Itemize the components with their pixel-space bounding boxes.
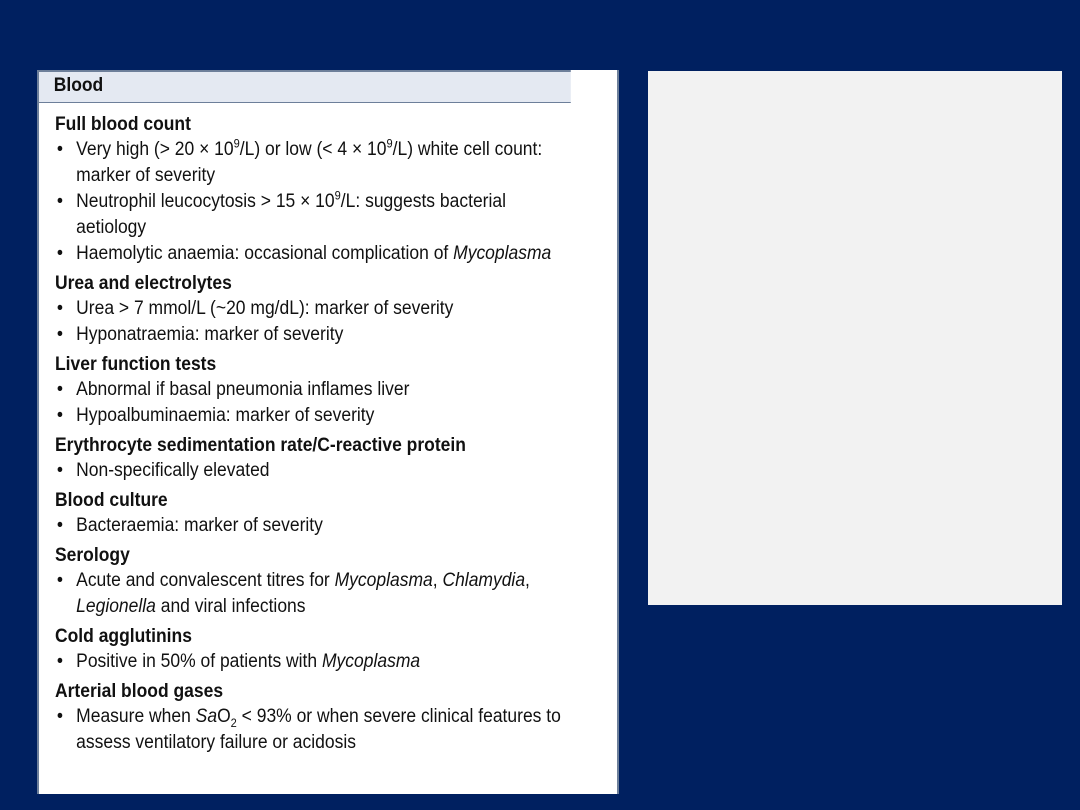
bullet-text: Mycoplasma	[334, 570, 433, 591]
bullet-item	[55, 322, 578, 348]
bullet-text: Very high (> 20 × 10	[76, 139, 234, 160]
bullet-text: Neutrophil leucocytosis > 15 × 10	[76, 191, 335, 212]
bullet-dot-icon: •	[56, 139, 63, 160]
bullet-text: ,	[432, 570, 443, 591]
bullet-item	[55, 458, 578, 484]
bullet-text: Chlamydia	[442, 570, 526, 591]
bullet-text: 9	[233, 136, 240, 151]
empty-placeholder-box	[648, 71, 1062, 605]
bullet-text: ,	[525, 570, 530, 591]
table-body	[39, 103, 617, 756]
bullet-text: Positive in 50% of patients with	[76, 651, 322, 672]
bullet-text: Hypoalbuminaemia: marker of severity	[76, 405, 375, 426]
bullet-dot-icon: •	[56, 651, 63, 672]
section	[55, 680, 617, 756]
bullet-item	[55, 296, 578, 322]
bullet-text: /L) white cell count: marker of severity	[76, 139, 543, 186]
section-title: Erythrocyte sedimentation rate/C-reactive protein	[55, 435, 466, 456]
bullet-item	[55, 704, 578, 756]
bullet-text: /L: suggests bacterial aetiology	[76, 191, 506, 238]
bullet-dot-icon: •	[56, 706, 63, 727]
table-header: Blood	[39, 70, 571, 103]
section	[55, 434, 617, 484]
bullet-text: /L) or low (< 4 × 10	[239, 139, 387, 160]
bullet-text: < 93% or when severe clinical features to assess ventilatory failure or acidosis	[76, 706, 561, 753]
section	[55, 489, 617, 539]
bullet-text: Measure when	[76, 706, 196, 727]
section	[55, 544, 617, 620]
bullet-text: and viral infections	[155, 596, 306, 617]
bullet-dot-icon: •	[56, 243, 63, 264]
bullet-text: Hyponatraemia: marker of severity	[76, 324, 344, 345]
bullet-dot-icon: •	[56, 405, 63, 426]
section	[55, 272, 617, 348]
bullet-dot-icon: •	[56, 515, 63, 536]
bullet-text: Urea > 7 mmol/L (~20 mg/dL): marker of severity	[76, 298, 454, 319]
section-title: Arterial blood gases	[55, 681, 224, 702]
blood-investigations-table	[37, 70, 619, 794]
bullet-text: Mycoplasma	[453, 243, 552, 264]
bullet-text: Bacteraemia: marker of severity	[76, 515, 323, 536]
bullet-dot-icon: •	[56, 570, 63, 591]
bullet-text: Abnormal if basal pneumonia inflames liver	[76, 379, 410, 400]
bullet-item	[55, 241, 578, 267]
bullet-text: Non-specifically elevated	[76, 460, 270, 481]
bullet-dot-icon: •	[56, 379, 63, 400]
bullet-text: Legionella	[76, 596, 156, 617]
bullet-dot-icon: •	[56, 298, 63, 319]
bullet-text: 2	[230, 715, 237, 730]
bullet-text: Mycoplasma	[321, 651, 421, 672]
bullet-item	[55, 403, 578, 429]
section	[55, 353, 617, 429]
bullet-item	[55, 513, 578, 539]
bullet-dot-icon: •	[56, 191, 63, 212]
section-title: Blood culture	[55, 490, 168, 511]
bullet-text: O	[217, 706, 231, 727]
bullet-text: 9	[334, 188, 341, 203]
section-title: Cold agglutinins	[55, 626, 192, 647]
section-title: Liver function tests	[55, 354, 217, 375]
bullet-item	[55, 649, 578, 675]
bullet-text: 9	[386, 136, 393, 151]
bullet-text: Acute and convalescent titres for	[76, 570, 335, 591]
section-title: Serology	[55, 545, 130, 566]
bullet-dot-icon: •	[56, 460, 63, 481]
bullet-item	[55, 568, 578, 620]
bullet-dot-icon: •	[56, 324, 63, 345]
bullet-item	[55, 189, 578, 241]
section-title: Urea and electrolytes	[55, 273, 232, 294]
bullet-text: Sa	[195, 706, 218, 727]
bullet-item	[55, 137, 578, 189]
section-title: Full blood count	[55, 114, 191, 135]
bullet-item	[55, 377, 578, 403]
section	[55, 625, 617, 675]
bullet-text: Haemolytic anaemia: occasional complication of	[76, 243, 454, 264]
section	[55, 113, 617, 267]
